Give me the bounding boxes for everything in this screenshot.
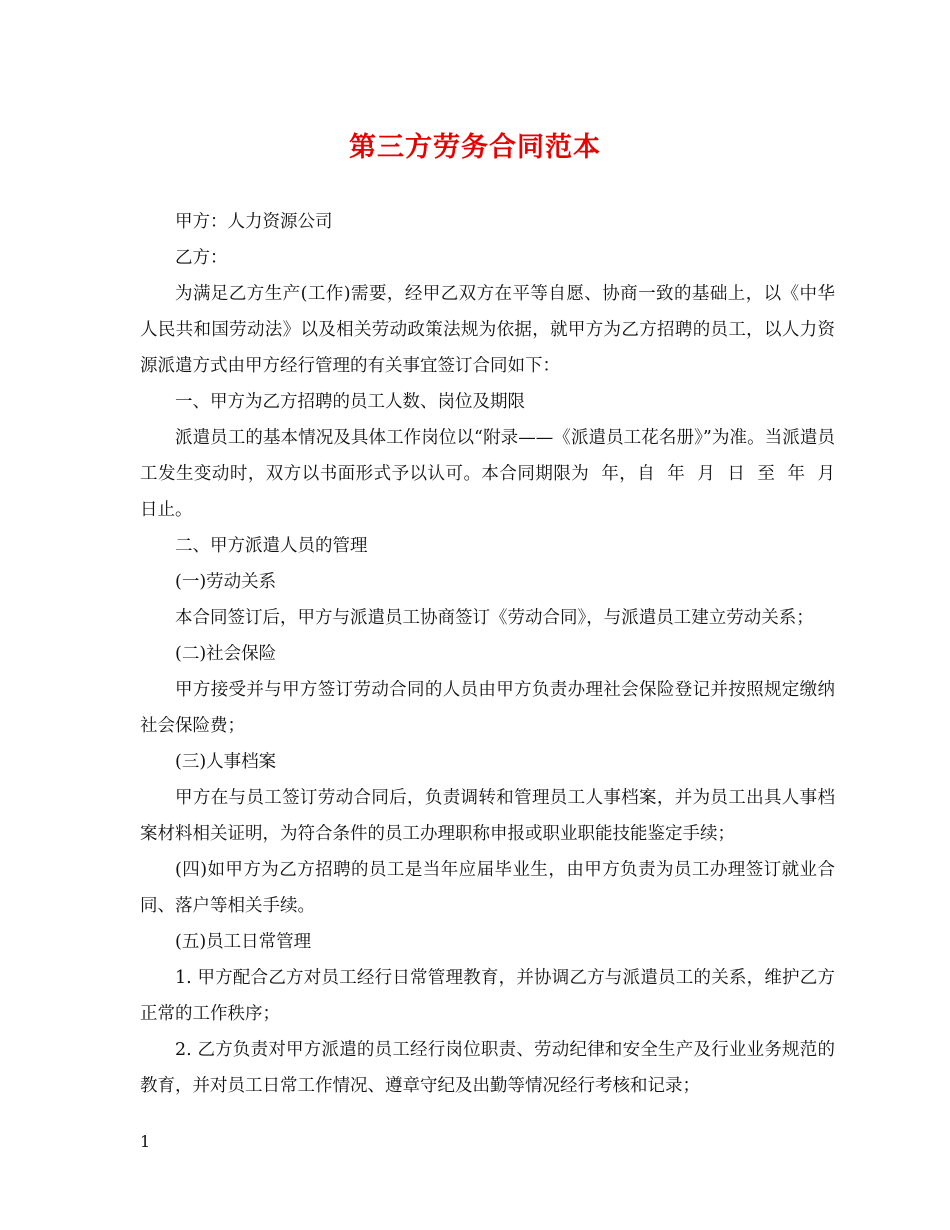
document-title: 第三方劳务合同范本 [349, 132, 601, 163]
paragraph-preamble: 为满足乙方生产(工作)需要，经甲乙双方在平等自愿、协商一致的基础上，以《中华人民共和国劳动法》以及相关劳动政策法规为依据，就甲方为乙方招聘的员工，以人力资源派遣方式由甲方经行管理的有关事宜签订合同如下： [140, 284, 835, 376]
subsection-heading-labor-relation: (一)劳动关系 [175, 572, 277, 592]
paragraph-party-b: 乙方： [175, 248, 228, 268]
paragraph-personnel-files: 甲方在与员工签订劳动合同后，负责调转和管理员工人事档案，并为员工出具人事档案材料相关证明，为符合条件的员工办理职称申报或职业职能技能鉴定手续； [140, 788, 835, 844]
paragraph-party-a: 甲方：人力资源公司 [175, 212, 333, 232]
paragraph-staff-info: 派遣员工的基本情况及具体工作岗位以“附录——《派遣员工花名册》”为准。当派遣员工发生变动时，双方以书面形式予以认可。本合同期限为 年，自 年 月 日 至 年 月 日止。 [140, 428, 847, 520]
paragraph-daily-management-2: 2. 乙方负责对甲方派遣的员工经行岗位职责、劳动纪律和安全生产及行业业务规范的教育，并对员工日常工作情况、遵章守纪及出勤等情况经行考核和记录； [140, 1040, 835, 1096]
subsection-heading-personnel-files: (三)人事档案 [175, 752, 277, 772]
paragraph-social-insurance: 甲方接受并与甲方签订劳动合同的人员由甲方负责办理社会保险登记并按照规定缴纳社会保险费； [140, 680, 835, 736]
paragraph-daily-management-1: 1. 甲方配合乙方对员工经行日常管理教育，并协调乙方与派遣员工的关系，维护乙方正常的工作秩序； [140, 968, 835, 1024]
paragraph-labor-relation: 本合同签订后，甲方与派遣员工协商签订《劳动合同》，与派遣员工建立劳动关系； [175, 608, 814, 628]
page-number: 1 [140, 1132, 151, 1151]
paragraph-graduates: (四)如甲方为乙方招聘的员工是当年应届毕业生，由甲方负责为员工办理签订就业合同、落户等相关手续。 [140, 860, 835, 916]
document-body [140, 204, 847, 1104]
subsection-heading-social-insurance: (二)社会保险 [175, 644, 277, 664]
section-heading-2: 二、甲方派遣人员的管理 [175, 536, 368, 556]
subsection-heading-daily-management: (五)员工日常管理 [175, 932, 312, 952]
section-heading-1: 一、甲方为乙方招聘的员工人数、岗位及期限 [175, 392, 525, 412]
